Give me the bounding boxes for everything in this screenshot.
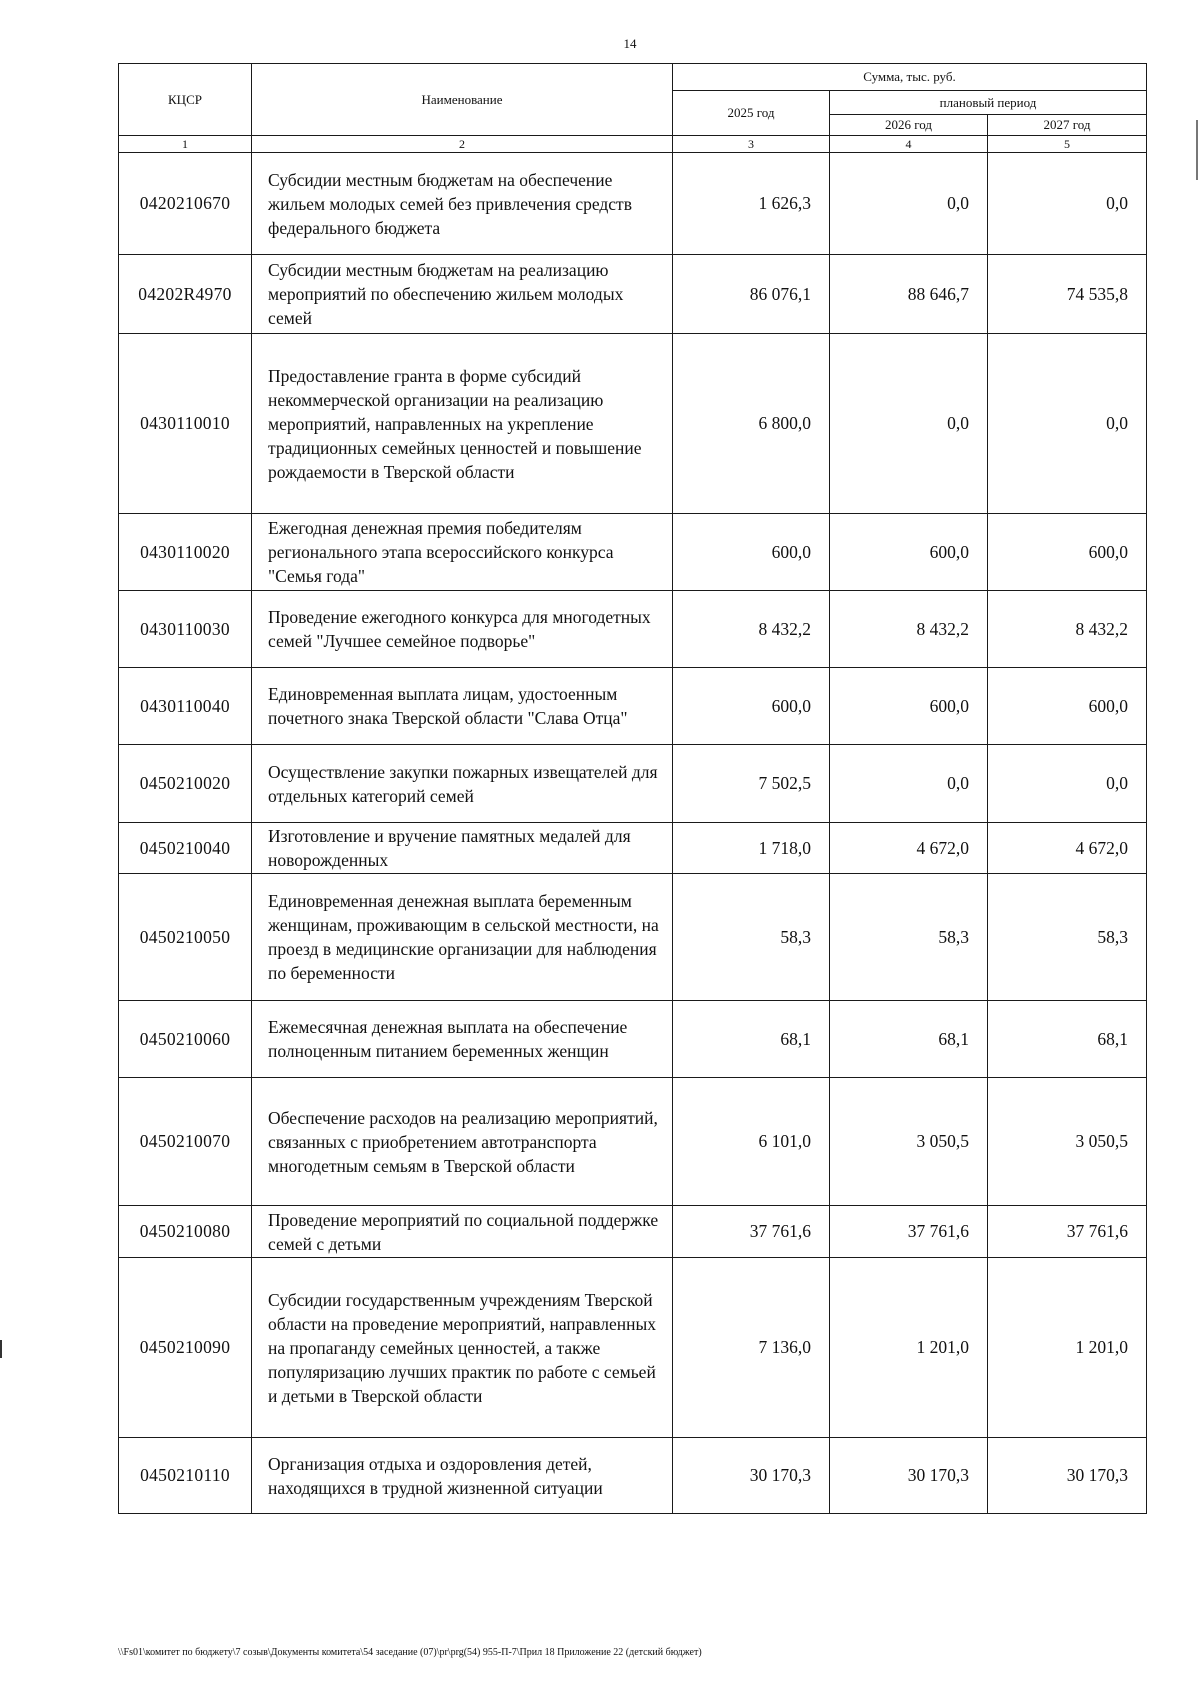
row-2026: 0,0 xyxy=(830,153,988,255)
row-2026: 3 050,5 xyxy=(830,1078,988,1206)
row-2025: 6 800,0 xyxy=(673,334,830,514)
table-row xyxy=(119,153,1147,255)
row-2026: 1 201,0 xyxy=(830,1258,988,1438)
row-2025: 6 101,0 xyxy=(673,1078,830,1206)
header-plan-period: плановый период xyxy=(830,91,1147,115)
row-name: Организация отдыха и оздоровления детей, находящихся в трудной жизненной ситуации xyxy=(252,1438,673,1514)
row-2027: 37 761,6 xyxy=(988,1206,1147,1258)
row-2026: 58,3 xyxy=(830,874,988,1001)
column-number: 2 xyxy=(252,136,673,153)
row-name: Субсидии государственным учреждениям Тверской области на проведение мероприятий, направленных на пропаганду семейных ценностей, а также популяризацию лучших практик по работе с семьей и детьми в Тверской области xyxy=(252,1258,673,1438)
header-2027: 2027 год xyxy=(988,115,1147,136)
table-row xyxy=(119,668,1147,745)
table-row xyxy=(119,1206,1147,1258)
row-2026: 0,0 xyxy=(830,745,988,823)
row-2025: 1 626,3 xyxy=(673,153,830,255)
row-2025: 7 502,5 xyxy=(673,745,830,823)
row-2025: 7 136,0 xyxy=(673,1258,830,1438)
row-code: 0420210670 xyxy=(119,153,252,255)
row-2026: 88 646,7 xyxy=(830,255,988,334)
row-2026: 4 672,0 xyxy=(830,823,988,874)
row-name: Ежемесячная денежная выплата на обеспечение полноценным питанием беременных женщин xyxy=(252,1001,673,1078)
table-header xyxy=(119,64,1147,153)
row-code: 0430110020 xyxy=(119,514,252,591)
row-2027: 8 432,2 xyxy=(988,591,1147,668)
header-2025: 2025 год xyxy=(673,91,830,136)
row-code: 0450210090 xyxy=(119,1258,252,1438)
table-row xyxy=(119,745,1147,823)
row-2027: 68,1 xyxy=(988,1001,1147,1078)
row-2026: 0,0 xyxy=(830,334,988,514)
row-2025: 37 761,6 xyxy=(673,1206,830,1258)
row-2027: 1 201,0 xyxy=(988,1258,1147,1438)
row-code: 0450210040 xyxy=(119,823,252,874)
table-row xyxy=(119,514,1147,591)
row-code: 0450210020 xyxy=(119,745,252,823)
header-code: КЦСР xyxy=(119,64,252,136)
row-code: 0450210070 xyxy=(119,1078,252,1206)
row-2025: 600,0 xyxy=(673,668,830,745)
row-code: 0430110040 xyxy=(119,668,252,745)
header-name: Наименование xyxy=(252,64,673,136)
row-2027: 4 672,0 xyxy=(988,823,1147,874)
row-2026: 600,0 xyxy=(830,514,988,591)
table-body xyxy=(119,153,1147,1514)
table-row xyxy=(119,255,1147,334)
row-2026: 600,0 xyxy=(830,668,988,745)
row-2027: 3 050,5 xyxy=(988,1078,1147,1206)
scan-edge-mark xyxy=(0,1340,2,1358)
row-2027: 0,0 xyxy=(988,153,1147,255)
row-2027: 58,3 xyxy=(988,874,1147,1001)
row-2025: 68,1 xyxy=(673,1001,830,1078)
column-number: 5 xyxy=(988,136,1147,153)
row-name: Единовременная денежная выплата беременным женщинам, проживающим в сельской местности, на проезд в медицинские организации для наблюдения по беременности xyxy=(252,874,673,1001)
row-code: 0430110010 xyxy=(119,334,252,514)
table-row xyxy=(119,1001,1147,1078)
row-2026: 30 170,3 xyxy=(830,1438,988,1514)
row-name: Проведение мероприятий по социальной поддержке семей с детьми xyxy=(252,1206,673,1258)
row-name: Обеспечение расходов на реализацию мероприятий, связанных с приобретением автотранспорта многодетным семьям в Тверской области xyxy=(252,1078,673,1206)
table-row xyxy=(119,1078,1147,1206)
scan-edge-mark xyxy=(1196,120,1198,180)
row-2027: 30 170,3 xyxy=(988,1438,1147,1514)
page-number: 14 xyxy=(623,36,637,51)
row-2027: 600,0 xyxy=(988,514,1147,591)
table-row xyxy=(119,1438,1147,1514)
row-name: Осуществление закупки пожарных извещателей для отдельных категорий семей xyxy=(252,745,673,823)
row-2025: 8 432,2 xyxy=(673,591,830,668)
table-row xyxy=(119,334,1147,514)
row-name: Ежегодная денежная премия победителям регионального этапа всероссийского конкурса "Семья года" xyxy=(252,514,673,591)
row-code: 0450210080 xyxy=(119,1206,252,1258)
row-name: Проведение ежегодного конкурса для многодетных семей "Лучшее семейное подворье" xyxy=(252,591,673,668)
row-name: Субсидии местным бюджетам на обеспечение жильем молодых семей без привлечения средств федерального бюджета xyxy=(252,153,673,255)
table-row xyxy=(119,591,1147,668)
column-number: 4 xyxy=(830,136,988,153)
row-2025: 86 076,1 xyxy=(673,255,830,334)
row-name: Предоставление гранта в форме субсидий некоммерческой организации на реализацию мероприятий, направленных на укрепление традиционных семейных ценностей и повышение рождаемости в Тверской области xyxy=(252,334,673,514)
column-number: 1 xyxy=(119,136,252,153)
row-code: 0450210110 xyxy=(119,1438,252,1514)
row-name: Единовременная выплата лицам, удостоенным почетного знака Тверской области "Слава Отца" xyxy=(252,668,673,745)
row-code: 0450210050 xyxy=(119,874,252,1001)
row-2025: 1 718,0 xyxy=(673,823,830,874)
column-number: 3 xyxy=(673,136,830,153)
row-2027: 0,0 xyxy=(988,334,1147,514)
row-2025: 30 170,3 xyxy=(673,1438,830,1514)
row-2027: 74 535,8 xyxy=(988,255,1147,334)
row-name: Изготовление и вручение памятных медалей для новорожденных xyxy=(252,823,673,874)
footer-file-path: \\Fs01\комитет по бюджету\7 созыв\Документы комитета\54 заседание (07)\pr\prg(54) 955-П-7\Прил 18 Приложение 22 (детский бюджет) xyxy=(118,1647,702,1658)
table-row xyxy=(119,1258,1147,1438)
budget-table xyxy=(118,63,1147,1514)
column-numbers-row xyxy=(119,136,1147,153)
row-2027: 0,0 xyxy=(988,745,1147,823)
row-code: 0450210060 xyxy=(119,1001,252,1078)
row-2026: 37 761,6 xyxy=(830,1206,988,1258)
row-2026: 8 432,2 xyxy=(830,591,988,668)
row-2025: 600,0 xyxy=(673,514,830,591)
row-2025: 58,3 xyxy=(673,874,830,1001)
header-2026: 2026 год xyxy=(830,115,988,136)
row-2026: 68,1 xyxy=(830,1001,988,1078)
row-name: Субсидии местным бюджетам на реализацию мероприятий по обеспечению жильем молодых семей xyxy=(252,255,673,334)
row-code: 0430110030 xyxy=(119,591,252,668)
table-row xyxy=(119,823,1147,874)
row-2027: 600,0 xyxy=(988,668,1147,745)
row-code: 04202R4970 xyxy=(119,255,252,334)
table-row xyxy=(119,874,1147,1001)
header-sum: Сумма, тыс. руб. xyxy=(673,64,1147,91)
